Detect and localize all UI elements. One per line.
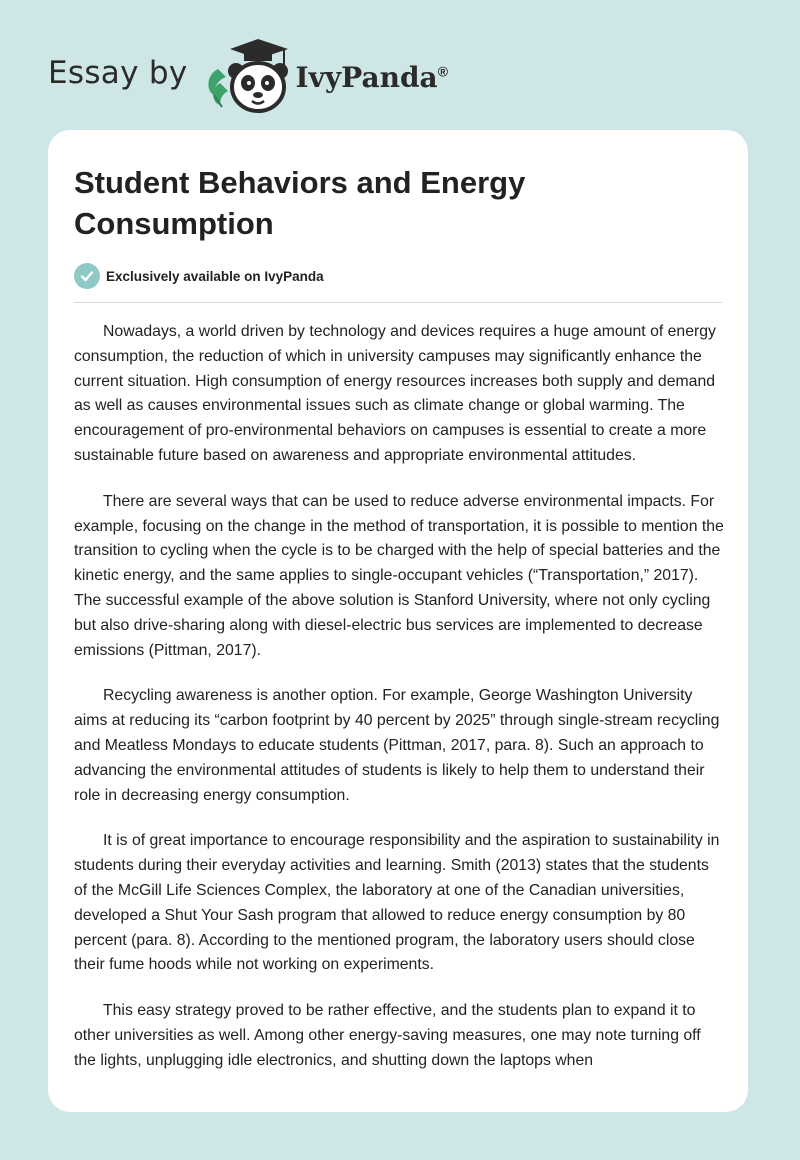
paragraph: Recycling awareness is another option. For example, George Washington University aims at reducing its “carbon footprint by 40 percent by 2025” through single-stream recycling and Meatless Mondays to educate students (Pittman, 2017, para. 8). Such an approach to advancing the environmental attitudes of students is likely to help them to understand their role in decreasing energy consumption. — [74, 687, 720, 804]
check-icon — [74, 263, 100, 289]
paragraph: There are several ways that can be used to reduce adverse environmental impacts. For example, focusing on the change in the method of transportation, it is possible to mention the transition to cycling when the cycle is to be charged with the help of special batteries and the kinetic energy, and the same applies to single-occupant vehicles (“Transportation,” 2017). The successful example of the above solution is Stanford University, where not only cycling but also drive-sharing along with diesel-electric bus services are implemented to decrease emissions (Pittman, 2017). — [74, 492, 724, 659]
essay-by-label: Essay by — [48, 55, 188, 91]
essay-body — [74, 320, 724, 1095]
exclusive-badge-label: Exclusively available on IvyPanda — [106, 268, 324, 284]
page-title: Student Behaviors and Energy Consumption — [74, 165, 526, 241]
paragraph: This easy strategy proved to be rather effective, and the students plan to expand it to other universities as well. Among other energy-saving measures, one may note turning off the lights, unplugging idle electronics, and shutting down the laptops when — [74, 1002, 701, 1069]
ivy-leaf-icon — [208, 69, 228, 107]
panda-logo-icon[interactable] — [200, 35, 292, 117]
site-header — [48, 36, 448, 116]
essay-card — [48, 130, 748, 1112]
exclusive-badge — [74, 263, 324, 289]
divider — [74, 302, 722, 303]
registered-mark: ® — [437, 63, 449, 80]
paragraph: Nowadays, a world driven by technology and devices requires a huge amount of energy consumption, the reduction of which in university campuses may significantly enhance the current situation. High consumption of energy resources increases both supply and demand as well as causes environmental issues such as climate change or global warming. The encouragement of pro-environmental behaviors on campuses is essential to create a more sustainable future based on awareness and appropriate environmental attitudes. — [74, 323, 716, 464]
paragraph: It is of great importance to encourage responsibility and the aspiration to sustainability in students during their everyday activities and learning. Smith (2013) states that the students of the McGill Life Sciences Complex, the laboratory at one of the Canadian universities, developed a Shut Your Sash program that allowed to reduce energy consumption by 80 percent (para. 8). According to the mentioned program, the laboratory users should close their fume hoods while not working on experiments. — [74, 832, 720, 974]
brand-name[interactable]: IvyPanda® — [295, 60, 449, 94]
